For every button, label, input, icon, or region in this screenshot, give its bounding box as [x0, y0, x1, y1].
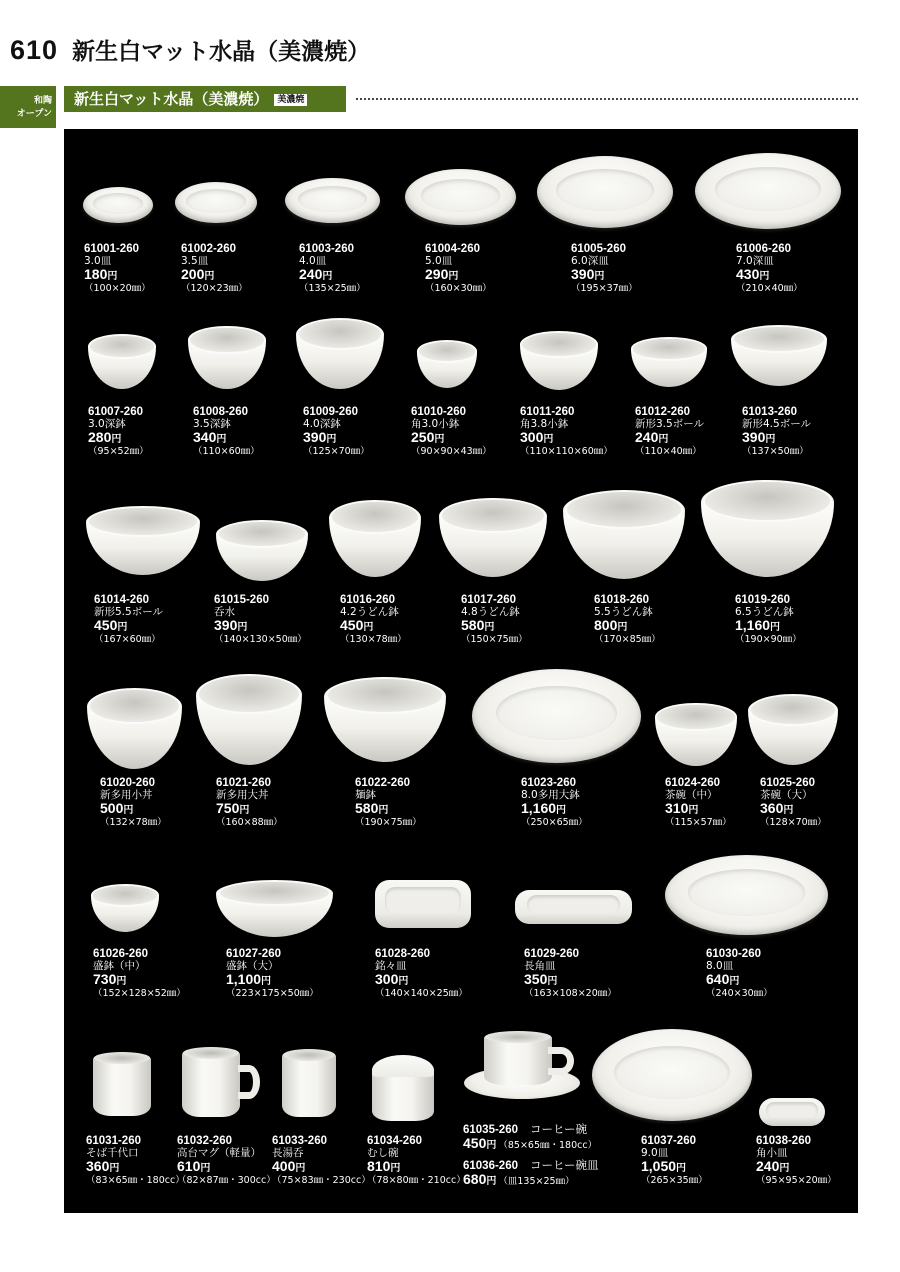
currency-unit: 円 [390, 1163, 401, 1174]
currency-unit: 円 [729, 976, 740, 987]
product-image-small-square-plate [759, 1098, 825, 1126]
product-name: 新形5.5ボール [94, 606, 163, 618]
currency-unit: 円 [295, 1163, 306, 1174]
product-item [665, 777, 732, 829]
section-title: 新生白マット水晶（美濃焼） [74, 90, 269, 108]
product-size: （95×52㎜） [88, 446, 149, 457]
currency-unit: 円 [783, 805, 794, 816]
product-item [181, 243, 248, 295]
currency-unit: 円 [237, 622, 248, 633]
product-item [461, 594, 528, 646]
product-code: 61011-260 [520, 406, 575, 418]
product-item [193, 406, 260, 458]
product-item [100, 777, 167, 829]
product-code: 61004-260 [425, 243, 480, 255]
product-size: （115×57㎜） [665, 817, 732, 828]
product-price: 730 [93, 971, 117, 987]
product-price: 500 [100, 800, 124, 816]
product-size: （190×90㎜） [735, 634, 802, 645]
product-code: 61021-260 [216, 777, 271, 789]
product-item [463, 1124, 597, 1152]
product-item [177, 1135, 276, 1187]
currency-unit: 円 [117, 622, 128, 633]
product-price: 1,160 [735, 617, 771, 633]
product-name: コーヒー碗 [530, 1124, 588, 1136]
product-size: （195×37㎜） [571, 283, 638, 294]
product-image-bowl [86, 507, 200, 575]
product-image-plate [537, 156, 673, 228]
product-name: 麺鉢 [355, 789, 376, 801]
product-item [594, 594, 661, 646]
product-name: 新多用小丼 [100, 789, 153, 801]
product-price: 810 [367, 1158, 391, 1174]
product-code: 61002-260 [181, 243, 236, 255]
product-image-bowl [88, 335, 156, 389]
product-name: 新多用大丼 [216, 789, 269, 801]
product-name: 茶碗（大） [760, 789, 813, 801]
currency-unit: 円 [448, 271, 459, 282]
product-code: 61038-260 [756, 1135, 811, 1147]
product-image-square-plate [375, 880, 471, 928]
product-code: 61022-260 [355, 777, 410, 789]
product-size: （240×30㎜） [706, 988, 773, 999]
product-price: 300 [520, 429, 544, 445]
currency-unit: 円 [326, 434, 337, 445]
product-code: 61031-260 [86, 1135, 141, 1147]
product-name: 8.0多用大鉢 [521, 789, 580, 801]
product-price: 360 [86, 1158, 110, 1174]
product-image-bowl [91, 886, 159, 932]
product-image-bowl [439, 499, 547, 577]
currency-unit: 円 [216, 434, 227, 445]
product-name: 3.0深鉢 [88, 418, 126, 430]
product-code: 61026-260 [93, 948, 148, 960]
product-item [84, 243, 151, 295]
product-image-plate [175, 182, 257, 223]
product-name: 角小皿 [756, 1147, 788, 1159]
product-code: 61003-260 [299, 243, 354, 255]
product-price: 310 [665, 800, 689, 816]
currency-unit: 円 [378, 805, 389, 816]
product-size: （130×78㎜） [340, 634, 407, 645]
currency-unit: 円 [261, 976, 272, 987]
product-item [216, 777, 283, 829]
product-item [355, 777, 422, 829]
product-price: 390 [742, 429, 766, 445]
product-size: （160×30㎜） [425, 283, 492, 294]
currency-unit: 円 [116, 976, 127, 987]
product-price: 1,050 [641, 1158, 677, 1174]
product-item [706, 948, 773, 1000]
product-code: 61008-260 [193, 406, 248, 418]
product-price: 800 [594, 617, 618, 633]
product-size: （75×83㎜・230cc） [272, 1175, 371, 1186]
product-size: （110×110×60㎜） [520, 446, 613, 457]
product-item [756, 1135, 837, 1187]
product-name: 茶碗（中） [665, 789, 718, 801]
product-size: （137×50㎜） [742, 446, 809, 457]
product-name: 新形4.5ボール [742, 418, 811, 430]
product-code: 61023-260 [521, 777, 576, 789]
product-name: 銘々皿 [375, 960, 407, 972]
product-item [86, 1135, 185, 1187]
product-item [571, 243, 638, 295]
product-price: 390 [214, 617, 238, 633]
product-size: （83×65㎜・180cc） [86, 1175, 185, 1186]
product-size: （140×130×50㎜） [214, 634, 307, 645]
product-name: 角3.8小鉢 [520, 418, 569, 430]
product-image-bowl [216, 521, 308, 581]
product-code: 61027-260 [226, 948, 281, 960]
product-price: 240 [756, 1158, 780, 1174]
currency-unit: 円 [688, 805, 699, 816]
product-image-bowl [731, 326, 827, 386]
product-code: 61019-260 [735, 594, 790, 606]
product-name: 角3.0小鉢 [411, 418, 460, 430]
product-code: 61012-260 [635, 406, 690, 418]
product-item [226, 948, 319, 1000]
product-code: 61035-260 コーヒー碗 [463, 1124, 588, 1136]
product-size: （140×140×25㎜） [375, 988, 468, 999]
product-code: 61036-260 コーヒー碗皿 [463, 1160, 599, 1172]
product-size: （150×75㎜） [461, 634, 528, 645]
product-code: 61005-260 [571, 243, 626, 255]
currency-unit: 円 [111, 434, 122, 445]
product-size: （125×70㎜） [303, 446, 370, 457]
catalog-panel [64, 129, 858, 1213]
product-size: （82×87㎜・300cc） [177, 1175, 276, 1186]
product-code: 61015-260 [214, 594, 269, 606]
currency-unit: 円 [617, 622, 628, 633]
product-price: 610 [177, 1158, 201, 1174]
product-size: （90×90×43㎜） [411, 446, 492, 457]
product-price: 240 [299, 266, 323, 282]
product-price: 680 [463, 1171, 487, 1187]
product-size: （223×175×50㎜） [226, 988, 319, 999]
product-code: 61017-260 [461, 594, 516, 606]
product-image-teacup [282, 1053, 336, 1117]
product-size: （110×60㎜） [193, 446, 260, 457]
dotted-divider [356, 98, 858, 100]
currency-unit: 円 [484, 622, 495, 633]
product-size: （85×65㎜・180cc） [498, 1140, 598, 1151]
page-title [10, 32, 370, 68]
product-price: 340 [193, 429, 217, 445]
currency-unit: 円 [765, 434, 776, 445]
product-image-bowl [87, 689, 182, 769]
product-name: 盛鉢（中） [93, 960, 146, 972]
product-name: 9.0皿 [641, 1147, 669, 1159]
currency-unit: 円 [486, 1140, 497, 1151]
side-tab-line1: 和陶 [33, 96, 52, 106]
product-item [760, 777, 827, 829]
currency-unit: 円 [658, 434, 669, 445]
product-name: 4.8うどん鉢 [461, 606, 520, 618]
product-price: 200 [181, 266, 205, 282]
product-name: コーヒー碗皿 [530, 1160, 599, 1172]
product-item [425, 243, 492, 295]
product-size: （160×88㎜） [216, 817, 283, 828]
product-code: 61034-260 [367, 1135, 422, 1147]
product-image-plate [285, 178, 380, 223]
product-name: 7.0深皿 [736, 255, 774, 267]
mug-handle [238, 1065, 260, 1099]
product-image-plate [665, 855, 828, 935]
product-name: 6.5うどん鉢 [735, 606, 794, 618]
product-price: 250 [411, 429, 435, 445]
product-image-bowl [324, 678, 446, 762]
product-price: 450 [463, 1135, 487, 1151]
product-image-coffee-cup [484, 1035, 552, 1085]
product-price: 450 [340, 617, 364, 633]
page-title-text: 新生白マット水晶（美濃焼） [72, 39, 371, 65]
product-image-plate [592, 1029, 752, 1121]
product-name: 4.0皿 [299, 255, 327, 267]
product-image-bowl [655, 704, 737, 766]
product-price: 240 [635, 429, 659, 445]
product-size: （190×75㎜） [355, 817, 422, 828]
currency-unit: 円 [200, 1163, 211, 1174]
product-image-plate [83, 187, 153, 223]
product-name: 3.0皿 [84, 255, 112, 267]
product-image-bowl [563, 491, 685, 579]
product-image-bowl [520, 332, 598, 390]
currency-unit: 円 [434, 434, 445, 445]
product-size: （265×35㎜） [641, 1175, 708, 1186]
product-size: （152×128×52㎜） [93, 988, 186, 999]
product-image-bowl [296, 319, 384, 389]
product-size: （120×23㎜） [181, 283, 248, 294]
product-code: 61018-260 [594, 594, 649, 606]
product-image-cup [93, 1056, 151, 1116]
product-code: 61024-260 [665, 777, 720, 789]
product-size: （170×85㎜） [594, 634, 661, 645]
product-item [641, 1135, 708, 1187]
product-image-plate [472, 669, 641, 763]
product-price: 300 [375, 971, 399, 987]
product-item [88, 406, 149, 458]
product-code: 61010-260 [411, 406, 466, 418]
product-image-bowl [748, 695, 838, 765]
product-item [742, 406, 811, 458]
product-price: 390 [303, 429, 327, 445]
product-image-rect-plate [515, 890, 632, 924]
product-item [635, 406, 704, 458]
product-image-bowl [188, 327, 266, 389]
product-price: 1,100 [226, 971, 262, 987]
currency-unit: 円 [543, 434, 554, 445]
currency-unit: 円 [594, 271, 605, 282]
currency-unit: 円 [676, 1163, 687, 1174]
product-image-bowl [631, 339, 707, 387]
product-price: 290 [425, 266, 449, 282]
product-price: 390 [571, 266, 595, 282]
product-size: （167×60㎜） [94, 634, 161, 645]
currency-unit: 円 [123, 805, 134, 816]
product-item [521, 777, 588, 829]
currency-unit: 円 [779, 1163, 790, 1174]
product-item [411, 406, 492, 458]
product-image-bowl [216, 881, 333, 937]
product-item [375, 948, 468, 1000]
currency-unit: 円 [239, 805, 250, 816]
product-code: 61016-260 [340, 594, 395, 606]
currency-unit: 円 [204, 271, 215, 282]
product-name: 6.0深皿 [571, 255, 609, 267]
product-size: （135×25㎜） [299, 283, 366, 294]
product-name: 4.0深鉢 [303, 418, 341, 430]
currency-unit: 円 [363, 622, 374, 633]
product-item [520, 406, 613, 458]
currency-unit: 円 [556, 805, 567, 816]
product-name: 長湯呑 [272, 1147, 304, 1159]
product-size: （132×78㎜） [100, 817, 167, 828]
product-price: 430 [736, 266, 760, 282]
product-name: 盛鉢（大） [226, 960, 279, 972]
product-size: （95×95×20㎜） [756, 1175, 837, 1186]
product-price: 400 [272, 1158, 296, 1174]
product-name: 長角皿 [524, 960, 556, 972]
product-name: 5.5うどん鉢 [594, 606, 653, 618]
side-tab[interactable] [0, 86, 56, 128]
product-price: 180 [84, 266, 108, 282]
product-code: 61037-260 [641, 1135, 696, 1147]
product-code: 61028-260 [375, 948, 430, 960]
currency-unit: 円 [109, 1163, 120, 1174]
product-price: 750 [216, 800, 240, 816]
product-name: 4.2うどん鉢 [340, 606, 399, 618]
product-size: （100×20㎜） [84, 283, 151, 294]
product-price: 640 [706, 971, 730, 987]
product-item [93, 948, 186, 1000]
product-price: 450 [94, 617, 118, 633]
product-item [735, 594, 802, 646]
product-code: 61025-260 [760, 777, 815, 789]
product-item [214, 594, 307, 646]
coffee-cup-handle [548, 1047, 574, 1075]
product-price: 580 [355, 800, 379, 816]
product-code: 61020-260 [100, 777, 155, 789]
product-name: 5.0皿 [425, 255, 453, 267]
product-code: 61029-260 [524, 948, 579, 960]
currency-unit: 円 [759, 271, 770, 282]
product-image-plate [695, 153, 841, 229]
product-item [272, 1135, 371, 1187]
product-image-bowl [417, 342, 477, 388]
product-item [736, 243, 803, 295]
product-item [94, 594, 163, 646]
product-size: （128×70㎜） [760, 817, 827, 828]
product-item [524, 948, 617, 1000]
product-code: 61009-260 [303, 406, 358, 418]
currency-unit: 円 [107, 271, 118, 282]
product-name: 3.5深鉢 [193, 418, 231, 430]
product-code: 61006-260 [736, 243, 791, 255]
product-image-mug [182, 1051, 240, 1117]
product-size: （皿135×25㎜） [498, 1176, 575, 1187]
product-name: むし碗 [367, 1147, 399, 1159]
product-price: 280 [88, 429, 112, 445]
currency-unit: 円 [547, 976, 558, 987]
product-name: 新形3.5ボール [635, 418, 704, 430]
product-name: 高台マグ（軽量） [177, 1147, 261, 1159]
currency-unit: 円 [322, 271, 333, 282]
product-name: 8.0皿 [706, 960, 734, 972]
side-tab-line2: オープン [16, 109, 52, 119]
product-code: 61032-260 [177, 1135, 232, 1147]
currency-unit: 円 [486, 1176, 497, 1187]
product-image-bowl [701, 481, 834, 577]
product-item [367, 1135, 466, 1187]
product-name: そば千代口 [86, 1147, 139, 1159]
product-name: 3.5皿 [181, 255, 209, 267]
section-header [64, 86, 346, 112]
currency-unit: 円 [770, 622, 781, 633]
product-price: 1,160 [521, 800, 557, 816]
product-name: 呑水 [214, 606, 235, 618]
product-item [303, 406, 370, 458]
product-image-plate [405, 169, 516, 225]
product-code: 61001-260 [84, 243, 139, 255]
currency-unit: 円 [398, 976, 409, 987]
product-image-bowl [196, 675, 302, 765]
product-size: （163×108×20㎜） [524, 988, 617, 999]
product-image-bowl [329, 501, 421, 577]
product-item [463, 1160, 599, 1188]
product-size: （78×80㎜・210cc） [367, 1175, 466, 1186]
product-size: （210×40㎜） [736, 283, 803, 294]
product-size: （110×40㎜） [635, 446, 702, 457]
product-code: 61030-260 [706, 948, 761, 960]
product-price: 350 [524, 971, 548, 987]
product-code: 61013-260 [742, 406, 797, 418]
product-code: 61014-260 [94, 594, 149, 606]
section-badge: 美濃焼 [274, 94, 307, 106]
product-code: 61033-260 [272, 1135, 327, 1147]
product-price: 580 [461, 617, 485, 633]
product-item [340, 594, 407, 646]
product-price: 360 [760, 800, 784, 816]
chawanmushi-lid [372, 1055, 434, 1077]
product-size: （250×65㎜） [521, 817, 588, 828]
product-item [299, 243, 366, 295]
product-code: 61007-260 [88, 406, 143, 418]
page-number: 610 [10, 35, 59, 65]
